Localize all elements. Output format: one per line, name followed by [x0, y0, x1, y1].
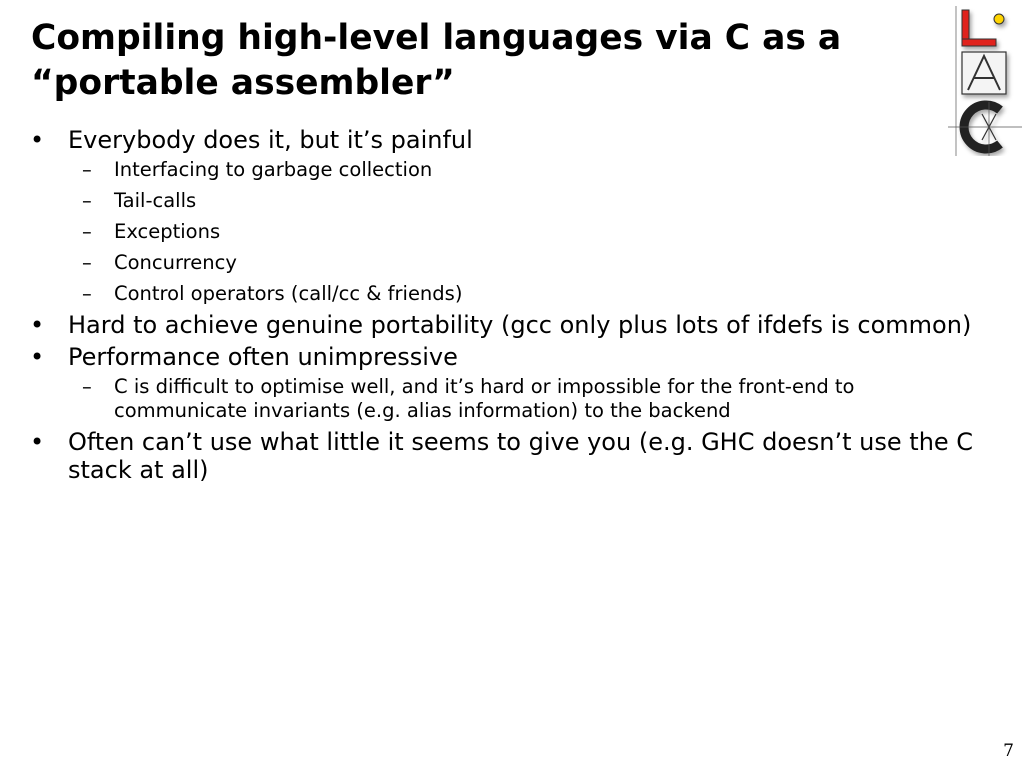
bullet-item — [30, 126, 980, 307]
sub-bullet-item — [68, 282, 980, 307]
bullet-marker: • — [30, 310, 45, 339]
sub-bullet-marker: – — [82, 158, 92, 181]
bullet-item — [30, 311, 980, 339]
sub-bullet-marker: – — [82, 251, 92, 274]
sub-bullet-text: Interfacing to garbage collection — [114, 158, 433, 181]
bullet-list — [30, 126, 980, 484]
bullet-item — [30, 343, 980, 424]
sub-bullet-marker: – — [82, 189, 92, 212]
sub-bullet-text: Tail-calls — [114, 189, 197, 212]
bullet-text: Everybody does it, but it’s painful — [68, 126, 473, 154]
bullet-item — [30, 428, 980, 484]
sub-bullet-text: C is difficult to optimise well, and it’s hard or impossible for the front-end to communicate invariants (e.g. alias information) to the backend — [114, 374, 855, 422]
sub-bullet-list — [68, 158, 980, 307]
sub-bullet-marker: – — [82, 374, 92, 398]
sub-bullet-text: Control operators (call/cc & friends) — [114, 282, 463, 305]
slide-title: Compiling high-level languages via C as a “portable assembler” — [31, 18, 842, 103]
sub-bullet-item — [68, 189, 980, 214]
sub-bullet-item — [68, 251, 980, 276]
bullet-marker: • — [30, 427, 45, 456]
sub-bullet-text: Exceptions — [114, 220, 221, 243]
sub-bullet-text: Concurrency — [114, 251, 237, 274]
bullet-text: Hard to achieve genuine portability (gcc only plus lots of ifdefs is common) — [68, 310, 972, 339]
sub-bullet-marker: – — [82, 220, 92, 243]
page-number: 7 — [1003, 741, 1014, 761]
bullet-marker: • — [30, 126, 45, 154]
bullet-text: Performance often unimpressive — [68, 342, 458, 371]
sub-bullet-list — [68, 375, 980, 424]
sub-bullet-item — [68, 158, 980, 183]
sub-bullet-marker: – — [82, 282, 92, 305]
bullet-marker: • — [30, 342, 45, 371]
sub-bullet-item — [68, 220, 980, 245]
bullet-text: Often can’t use what little it seems to give you (e.g. GHC doesn’t use the C stack at all) — [68, 427, 974, 484]
sub-bullet-item — [68, 375, 980, 424]
